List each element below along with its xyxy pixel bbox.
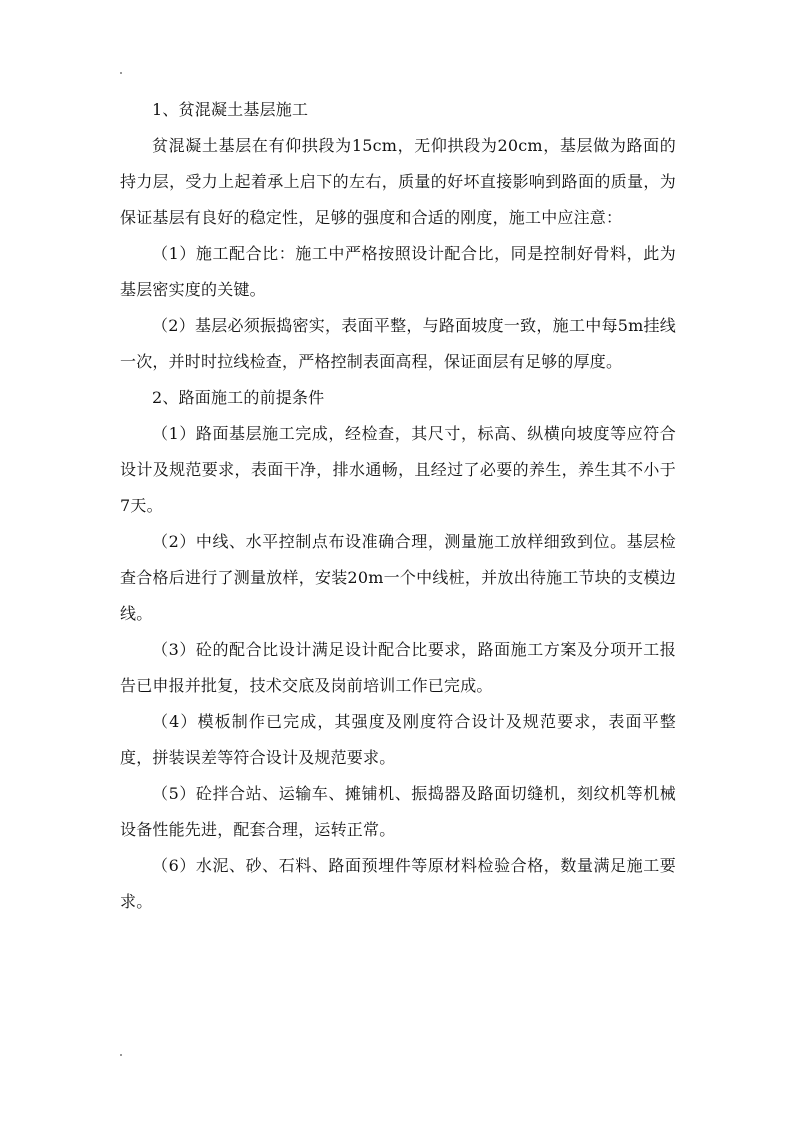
document-content bbox=[120, 92, 676, 920]
section-heading-2: 2、路面施工的前提条件 bbox=[152, 388, 325, 407]
paragraph-condition-6: （6）水泥、砂、石料、路面预埋件等原材料检验合格，数量满足施工要求。 bbox=[120, 856, 676, 911]
paragraph-base-layer-intro: 贫混凝土基层在有仰拱段为15cm，无仰拱段为20cm，基层做为路面的持力层，受力上起着承上启下的左右，质量的好坏直接影响到路面的质量，为保证基层有良好的稳定性，足够的强度和合适的刚度，施工中应注意： bbox=[120, 136, 676, 227]
paragraph-condition-3: （3）砼的配合比设计满足设计配合比要求，路面施工方案及分项开工报告已申报并批复，技术交底及岗前培训工作已完成。 bbox=[120, 640, 676, 695]
bottom-margin-mark bbox=[120, 1054, 122, 1056]
paragraph-condition-4: （4）模板制作已完成，其强度及刚度符合设计及规范要求，表面平整度，拼装误差等符合设计及规范要求。 bbox=[120, 712, 676, 767]
paragraph-condition-2: （2）中线、水平控制点布设准确合理，测量施工放样细致到位。基层检查合格后进行了测量放样，安装20m一个中线桩，并放出待施工节块的支模边线。 bbox=[120, 532, 676, 623]
paragraph-condition-1: （1）路面基层施工完成，经检查，其尺寸，标高、纵横向坡度等应符合设计及规范要求，表面干净，排水通畅，且经过了必要的养生，养生其不小于7天。 bbox=[120, 424, 676, 515]
top-margin-mark bbox=[120, 72, 122, 74]
paragraph-item-1: （1）施工配合比：施工中严格按照设计配合比，同是控制好骨料，此为基层密实度的关键。 bbox=[120, 244, 676, 299]
section-heading-1: 1、贫混凝土基层施工 bbox=[152, 100, 309, 119]
paragraph-item-2: （2）基层必须振捣密实，表面平整，与路面坡度一致，施工中每5m挂线一次，并时时拉线检查，严格控制表面高程，保证面层有足够的厚度。 bbox=[120, 316, 676, 371]
paragraph-condition-5: （5）砼拌合站、运输车、摊铺机、振捣器及路面切缝机，刻纹机等机械设备性能先进，配套合理，运转正常。 bbox=[120, 784, 676, 839]
